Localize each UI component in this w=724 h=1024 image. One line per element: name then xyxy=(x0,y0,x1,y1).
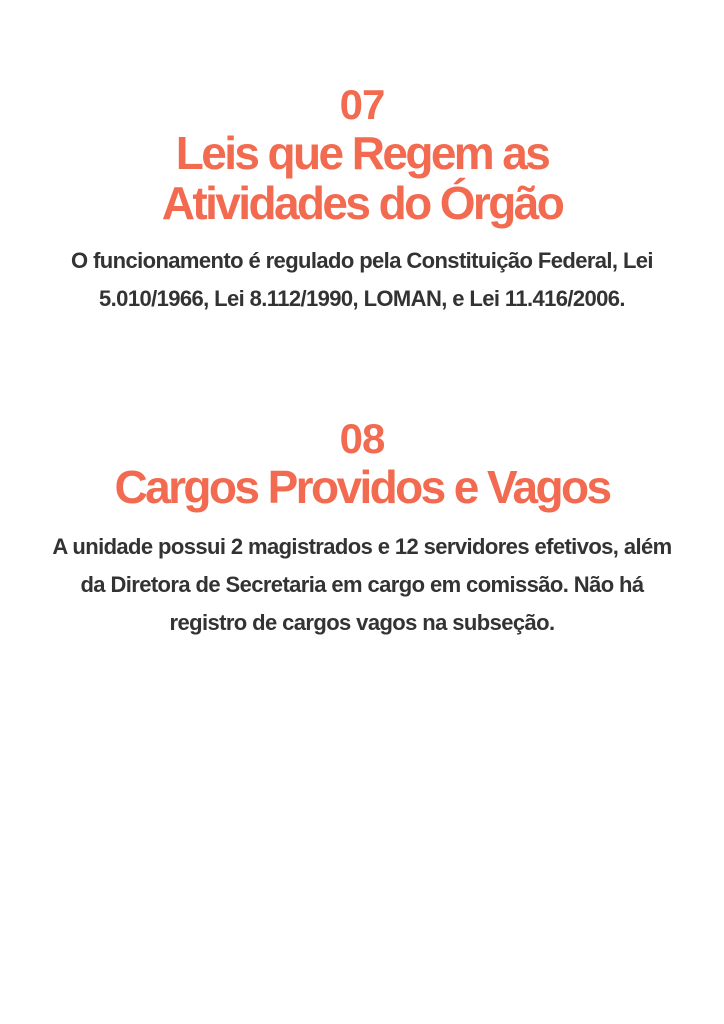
section-08 xyxy=(0,415,724,642)
section-number: 08 xyxy=(339,415,385,462)
section-body: O funcionamento é regulado pela Constituição Federal, Lei 5.010/1966, Lei 8.112/1990, LOMAN, e Lei 11.416/2006. xyxy=(71,248,653,311)
section-number: 07 xyxy=(339,81,385,128)
section-heading: Leis que Regem as Atividades do Órgão xyxy=(161,127,563,229)
section-07 xyxy=(0,81,724,318)
section-body: A unidade possui 2 magistrados e 12 servidores efetivos, além da Diretora de Secretaria em cargo em comissão. Não há registro de cargos vagos na subseção. xyxy=(52,534,672,635)
section-heading: Cargos Providos e Vagos xyxy=(114,461,610,513)
